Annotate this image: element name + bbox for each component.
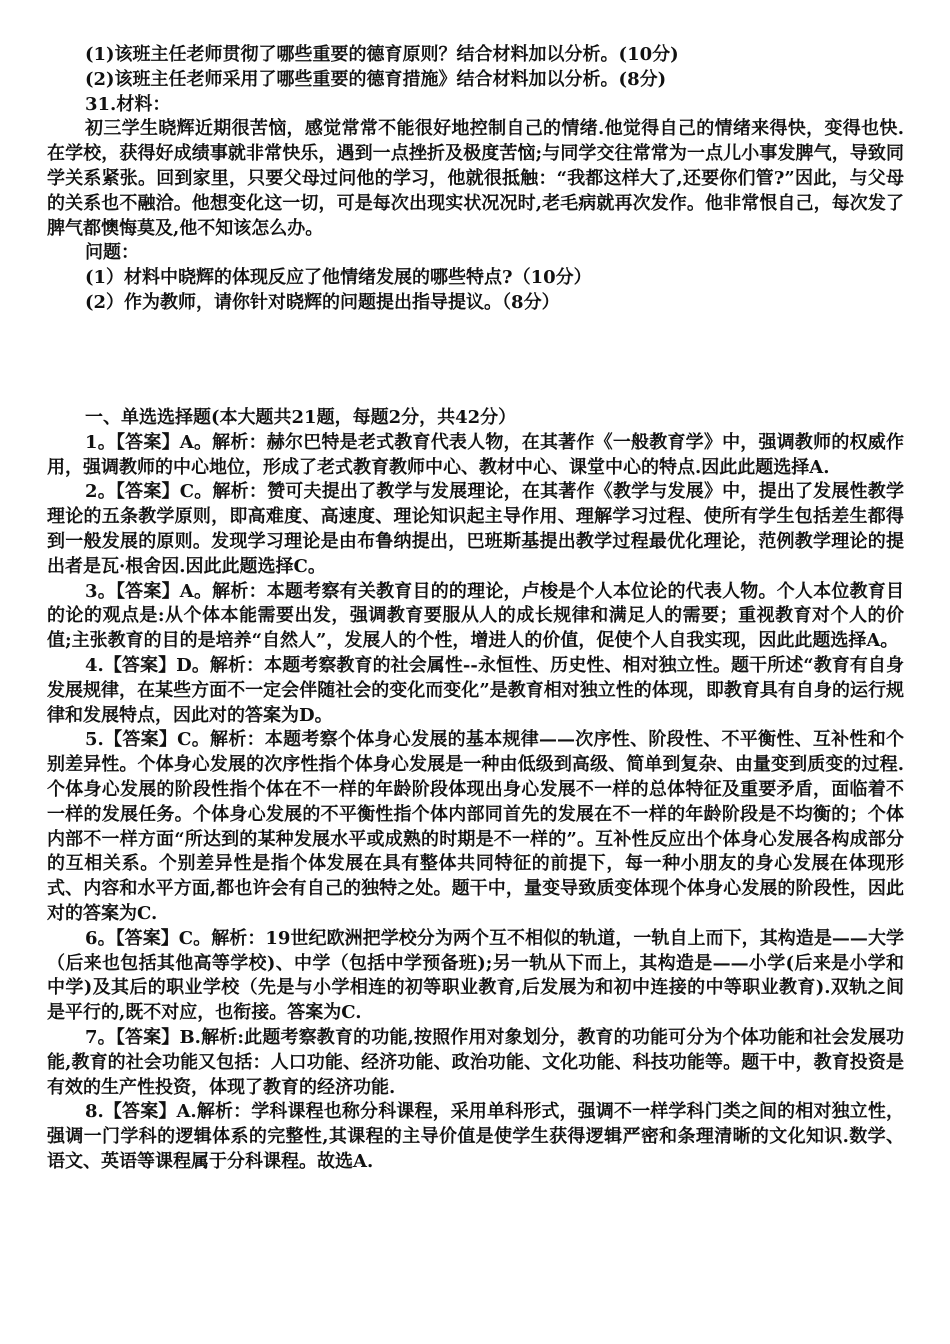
answer-2: 2。【答案】C。解析：赞可夫提出了教学与发展理论，在其著作《教学与发展》中，提出了发展性教学理论的五条教学原则，即高难度、高速度、理论知识起主导作用、理解学习过程、使所有学生包括差生都得到一般发展的原则。发现学习理论是由布鲁纳提出，巴班斯基提出教学过程最优化理论，范例教学理论的提出者是瓦·根舍因.因此此题选择C。 [47, 481, 904, 577]
exam-questions-section [47, 43, 904, 316]
answer-6: 6。【答案】C。解析：19世纪欧洲把学校分为两个互不相似的轨道，一轨自上而下，其构造是——大学（后来也包括其他高等学校)、中学（包括中学预备班);另一轨从下而上，其构造是——小学(后来是小学和中学)及其后的职业学校（先是与小学相连的初等职业教育,后发展为和初中连接的中等职业教育).双轨之间是平行的,既不对应，也衔接。答案为C. [47, 927, 904, 1024]
answer-8: 8.【答案】A.解析：学科课程也称分科课程，采用单科形式，强调不一样学科门类之间的相对独立性，强调一门学科的逻辑体系的完整性,其课程的主导价值是使学生获得逻辑严密和条理清晰的文化知识.数学、语文、英语等课程属于分科课程。故选A. [47, 1101, 904, 1172]
question-30-part-1: (1)该班主任老师贯彻了哪些重要的德育原则？结合材料加以分析。(10分) [85, 44, 679, 65]
answers-section [47, 406, 904, 1175]
answer-4: 4.【答案】D。解析：本题考察教育的社会属性--永恒性、历史性、相对独立性。题干所述“教育有自身发展规律，在某些方面不一定会伴随社会的变化而变化”是教育相对独立性的体现，即教育具有自身的运行规律和发展特点，因此对的答案为D。 [47, 654, 904, 726]
question-label: 问题： [85, 242, 139, 264]
question-31-title: 31.材料： [85, 93, 171, 115]
question-31-part-1: (1）材料中晓辉的体现反应了他情绪发展的哪些特点?（10分） [85, 267, 592, 289]
question-30-part-2: (2)该班主任老师采用了哪些重要的德育措施》结合材料加以分析。(8分) [85, 68, 667, 90]
question-31-part-2: (2）作为教师，请你针对晓辉的问题提出指导提议。（8分） [85, 291, 560, 313]
answer-5: 5.【答案】C。解析：本题考察个体身心发展的基本规律——次序性、阶段性、不平衡性、互补性和个别差异性。个体身心发展的次序性指个体身心发展是一种由低级到高级、简单到复杂、由量变到质变的过程.个体身心发展的阶段性指个体在不一样的年龄阶段体现出身心发展不一样的总体特征及重要矛盾，面临着不一样的发展任务。个体身心发展的不平衡性指个体内部同首先的发展在不一样的年龄阶段是不均衡的；个体内部不一样方面“所达到的某种发展水平或成熟的时期是不一样的”。互补性反应出个体身心发展各构成部分的互相关系。个别差异性是指个体发展在具有整体共同特征的前提下，每一种小朋友的身心发展在体现形式、内容和水平方面,都也许会有自己的独特之处。题干中，量变导致质变体现个体身心发展的阶段性，因此对的答案为C. [47, 729, 904, 924]
question-31-material: 初三学生晓辉近期很苦恼，感觉常常不能很好地控制自己的情绪.他觉得自己的情绪来得快，变得也快.在学校，获得好成绩事就非常快乐，遇到一点挫折及极度苦恼;与同学交往常常为一点儿小事发脾气，导致同学关系紧张。回到家里，只要父母过问他的学习，他就很抵触：“我都这样大了,还要你们管?”因此，与父母的关系也不融洽。他想变化这一切，可是每次出现实状况况时,老毛病就再次发作。他非常恨自己，每次发了脾气都懊悔莫及,他不知该怎么办。 [47, 118, 904, 239]
answer-3: 3。【答案】A。解析：本题考察有关教育目的的理论，卢梭是个人本位论的代表人物。个人本位教育目的论的观点是:从个体本能需要出发，强调教育要服从人的成长规律和满足人的需要；重视教育对个人的价值;主张教育的目的是培养“自然人”，发展人的个性，增进人的价值，促使个人自我实现，因此此题选择A。 [47, 580, 904, 652]
answer-1: 1。【答案】A。解析：赫尔巴特是老式教育代表人物，在其著作《一般教育学》中，强调教师的权威作用，强调教师的中心地位，形成了老式教育教师中心、教材中心、课堂中心的特点.因此此题选择A. [47, 431, 904, 478]
section-title: 一、单选选择题(本大题共21题，每题2分，共42分） [85, 407, 517, 428]
answer-7: 7。【答案】B.解析:此题考察教育的功能,按照作用对象划分，教育的功能可分为个体功能和社会发展功能,教育的社会功能又包括：人口功能、经济功能、政治功能、文化功能、科技功能等。题干中，教育投资是有效的生产性投资，体现了教育的经济功能. [47, 1026, 904, 1098]
